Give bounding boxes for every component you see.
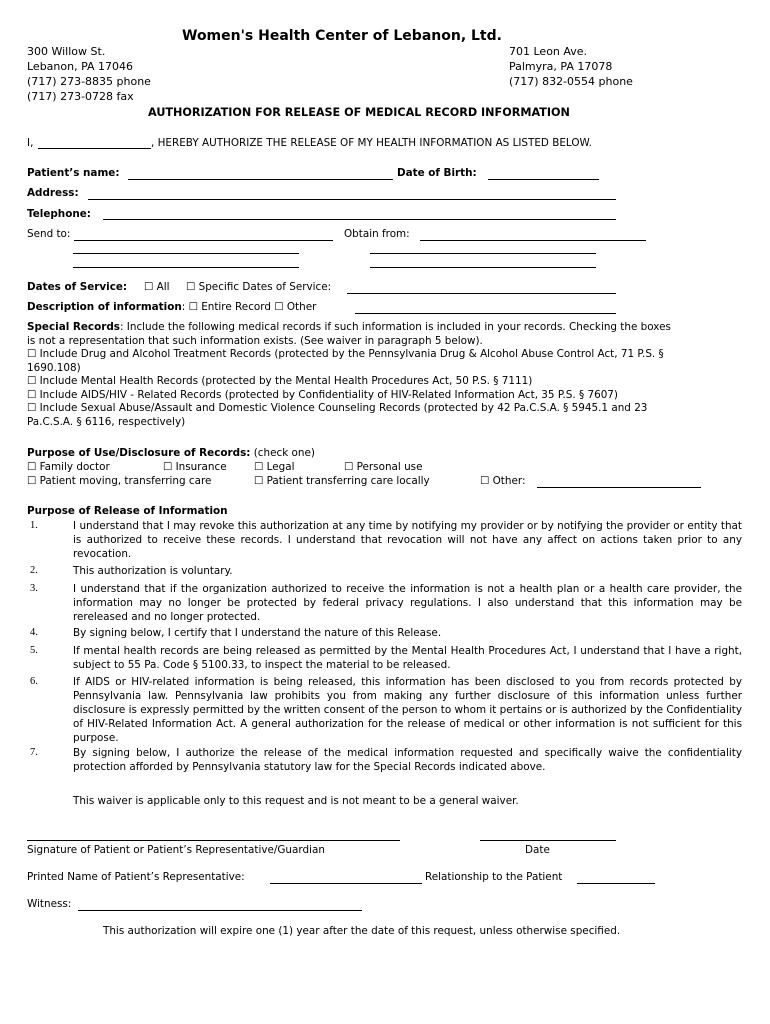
patient-name-field[interactable] xyxy=(128,179,393,180)
address-field[interactable] xyxy=(88,199,616,200)
obtain-from-field[interactable] xyxy=(420,240,646,241)
item-number: 1. xyxy=(30,520,38,531)
purpose-use-note: (check one) xyxy=(253,447,315,459)
authorizer-name-field[interactable] xyxy=(38,148,151,149)
release-item-text: I understand that I may revoke this authorization at any time by notifying my provider or by notifying the provider or entity that is authorized to receive these records. I understand that revocation will not have any affect on actions taken prior to any revocation. xyxy=(73,520,742,560)
dob-label: Date of Birth: xyxy=(397,167,477,179)
entire-record-checkbox[interactable]: ☐ Entire Record xyxy=(188,301,271,313)
family-doctor-checkbox[interactable]: ☐ Family doctor xyxy=(27,461,110,473)
witness-field[interactable] xyxy=(78,910,362,911)
address-line: 300 Willow St. xyxy=(27,45,106,58)
date-field[interactable] xyxy=(480,840,616,841)
obtain-from-field-line-3[interactable] xyxy=(370,267,596,268)
item-number: 2. xyxy=(30,565,38,576)
dates-of-service-label: Dates of Service: xyxy=(27,281,128,293)
phone-line: (717) 273-8835 phone xyxy=(27,75,151,88)
authorize-statement: , HEREBY AUTHORIZE THE RELEASE OF MY HEALTH INFORMATION AS LISTED BELOW. xyxy=(151,137,592,149)
description-colon: : xyxy=(181,301,186,313)
legal-checkbox[interactable]: ☐ Legal xyxy=(254,461,295,473)
left-address xyxy=(27,44,151,104)
send-to-field[interactable] xyxy=(74,240,333,241)
send-to-label: Send to: xyxy=(27,228,71,240)
purpose-use-label: Purpose of Use/Disclosure of Records: xyxy=(27,447,251,459)
item-number: 5. xyxy=(30,645,38,656)
sexual-abuse-checkbox[interactable]: ☐ Include Sexual Abuse/Assault and Domestic Violence Counseling Records (protected by 42 Pa.C.S.A. § 5945.1 and 23 xyxy=(27,402,648,414)
specific-dates-checkbox[interactable]: ☐ Specific Dates of Service: xyxy=(186,281,332,293)
witness-label: Witness: xyxy=(27,898,72,910)
hiv-records-checkbox[interactable]: ☐ Include AIDS/HIV - Related Records (protected by Confidentiality of HIV-Related Information Act, 35 P.S. § 7607) xyxy=(27,388,618,401)
telephone-field[interactable] xyxy=(103,219,616,220)
relationship-field[interactable] xyxy=(577,883,655,884)
release-item-text: If AIDS or HIV-related information is being released, this information has been disclosed to you from records protected by Pennsylvania law. Pennsylvania law prohibits you from making any further disclosure of this information unless further disclosure is expressly permitted by the written consent of the person to whom it pertains or is authorized by the Confidentiality of HIV-Related Information Act. A general authorization for the release of medical or other information is not sufficient for this purpose. xyxy=(73,676,742,744)
release-item-text: If mental health records are being released as permitted by the Mental Health Procedures Act, I understand that I have a right, subject to 55 Pa. Code § 5100.33, to inspect the material to be released. xyxy=(73,645,742,671)
address-line: Lebanon, PA 17046 xyxy=(27,60,134,73)
drug-alcohol-continued: 1690.108) xyxy=(27,361,81,374)
right-address xyxy=(509,44,633,89)
signature-field[interactable] xyxy=(27,840,400,841)
org-name: Women's Health Center of Lebanon, Ltd. xyxy=(182,28,502,44)
form-title: AUTHORIZATION FOR RELEASE OF MEDICAL RECORD INFORMATION xyxy=(148,106,570,119)
other-record-checkbox[interactable]: ☐ Other xyxy=(274,301,317,313)
drug-alcohol-checkbox[interactable]: ☐ Include Drug and Alcohol Treatment Records (protected by the Pennsylvania Drug & Alcohol Abuse Control Act, 71 P.S. § xyxy=(27,348,664,360)
patient-name-label: Patient’s name: xyxy=(27,167,120,179)
expiration-note: This authorization will expire one (1) year after the date of this request, unless otherwise specified. xyxy=(103,925,621,937)
waiver-note: This waiver is applicable only to this request and is not meant to be a general waiver. xyxy=(73,795,519,807)
date-label: Date xyxy=(525,844,550,856)
purpose-other-field[interactable] xyxy=(537,487,701,488)
printed-name-label: Printed Name of Patient’s Representative: xyxy=(27,871,245,883)
all-dates-checkbox[interactable]: ☐ All xyxy=(144,281,170,293)
purpose-release-label: Purpose of Release of Information xyxy=(27,505,228,517)
mental-health-checkbox[interactable]: ☐ Include Mental Health Records (protected by the Mental Health Procedures Act, 50 P.S. § 7111) xyxy=(27,375,533,387)
description-label: Description of information xyxy=(27,301,182,313)
release-item-text: This authorization is voluntary. xyxy=(73,565,233,577)
authorize-prefix: I, xyxy=(27,137,34,149)
description-other-field[interactable] xyxy=(355,313,616,314)
item-number: 3. xyxy=(30,583,38,594)
purpose-other-checkbox[interactable]: ☐ Other: xyxy=(480,475,526,487)
special-records-intro: : Include the following medical records if such information is included in your records. Checking the boxes xyxy=(119,321,671,333)
patient-moving-checkbox[interactable]: ☐ Patient moving, transferring care xyxy=(27,475,212,487)
patient-local-checkbox[interactable]: ☐ Patient transferring care locally xyxy=(254,475,430,487)
special-records-block xyxy=(27,321,671,429)
sexual-abuse-continued: Pa.C.S.A. § 6116, respectively) xyxy=(27,415,186,428)
telephone-label: Telephone: xyxy=(27,208,91,220)
release-item-text: I understand that if the organization authorized to receive the information is not a health plan or a health care provider, the information may no longer be protected by federal privacy regulations. I also understand that this information may be rereleased and no longer protected. xyxy=(73,583,742,623)
printed-name-field[interactable] xyxy=(270,883,422,884)
address-line: 701 Leon Ave. xyxy=(509,45,588,58)
relationship-label: Relationship to the Patient xyxy=(425,871,563,883)
description-row xyxy=(27,301,316,313)
special-records-intro: is not a representation that such information exists. (See waiver in paragraph 5 below). xyxy=(27,334,483,347)
purpose-use-heading xyxy=(27,447,315,459)
address-line: Palmyra, PA 17078 xyxy=(509,60,613,73)
personal-use-checkbox[interactable]: ☐ Personal use xyxy=(344,461,423,473)
obtain-from-label: Obtain from: xyxy=(344,228,410,240)
fax-line: (717) 273-0728 fax xyxy=(27,90,134,103)
address-label: Address: xyxy=(27,187,79,199)
item-number: 7. xyxy=(30,747,38,758)
phone-line: (717) 832-0554 phone xyxy=(509,75,633,88)
release-item-text: By signing below, I certify that I understand the nature of this Release. xyxy=(73,627,442,639)
item-number: 4. xyxy=(30,627,38,638)
send-to-field-line-3[interactable] xyxy=(73,267,299,268)
item-number: 6. xyxy=(30,676,38,687)
dob-field[interactable] xyxy=(488,179,599,180)
release-item-text: By signing below, I authorize the release of the medical information requested and specifically waive the confidentiality protection afforded by Pennsylvania statutory law for the Special Records indicated above. xyxy=(73,747,742,773)
obtain-from-field-line-2[interactable] xyxy=(370,253,596,254)
special-records-label: Special Records xyxy=(27,321,120,333)
signature-label: Signature of Patient or Patient’s Representative/Guardian xyxy=(27,844,325,856)
specific-dates-field[interactable] xyxy=(347,293,616,294)
send-to-field-line-2[interactable] xyxy=(73,253,299,254)
insurance-checkbox[interactable]: ☐ Insurance xyxy=(163,461,227,473)
